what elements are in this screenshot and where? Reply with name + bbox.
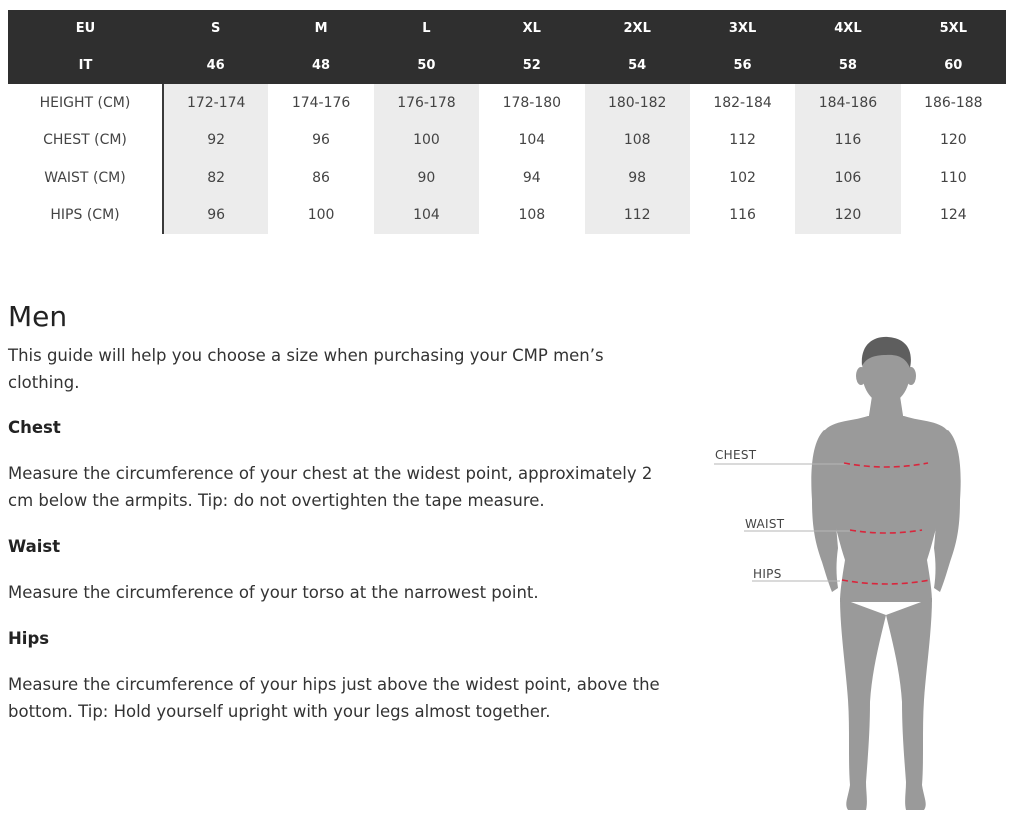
table-cell: 94 (522, 169, 541, 186)
table-cell: 102 (729, 169, 756, 186)
header-cell: 4XL (795, 10, 900, 47)
body-measurement-figure (700, 330, 1000, 820)
table-cell: 100 (374, 122, 479, 160)
table-cell: 116 (795, 122, 900, 160)
waist-instructions: Measure the circumference of your torso at the narrowest point. (8, 583, 539, 602)
table-cell: 104 (374, 197, 479, 235)
table-cell: 82 (163, 159, 268, 197)
header-cell: 50 (374, 47, 479, 84)
header-cell: 3XL (690, 10, 795, 47)
row-label: HEIGHT (CM) (8, 84, 163, 122)
chest-callout-label: CHEST (715, 448, 757, 462)
size-chart-header (8, 10, 1006, 84)
table-cell: 106 (795, 159, 900, 197)
header-cell: 58 (795, 47, 900, 84)
table-cell: 104 (518, 132, 546, 149)
waist-heading: Waist (8, 537, 61, 556)
table-cell: 186-188 (924, 94, 983, 111)
header-cell: 60 (901, 47, 1006, 84)
hips-instructions: Measure the circumference of your hips just above the widest point, above the bottom. Tip: Hold yourself upright with your legs almost together. (8, 675, 660, 721)
table-cell: 116 (729, 207, 756, 224)
intro-text: This guide will help you choose a size when purchasing your CMP men’s clothing. (8, 346, 604, 392)
table-row (8, 197, 1006, 235)
men-size-guide (8, 298, 668, 725)
table-cell: 124 (939, 207, 967, 224)
hips-callout-label: HIPS (753, 567, 782, 581)
row-label: HIPS (CM) (8, 197, 163, 235)
table-row (8, 122, 1006, 160)
table-cell: 112 (585, 197, 690, 235)
table-cell: 110 (939, 169, 967, 186)
header-cell: 54 (585, 47, 690, 84)
table-cell: 120 (795, 197, 900, 235)
table-cell: 96 (312, 132, 330, 149)
table-cell: 108 (585, 122, 690, 160)
size-chart-table (8, 10, 1007, 234)
male-silhouette-icon (700, 330, 1000, 820)
table-cell: 184-186 (795, 84, 900, 122)
table-cell: 86 (312, 169, 330, 186)
table-cell: 98 (585, 159, 690, 197)
table-cell: 96 (163, 197, 268, 235)
waist-callout-label: WAIST (745, 517, 785, 531)
chest-instructions: Measure the circumference of your chest at the widest point, approximately 2 cm below the armpits. Tip: do not overtighten the tape measure. (8, 464, 653, 510)
header-cell: S (163, 10, 268, 47)
table-cell: 108 (518, 207, 546, 224)
header-cell: M (268, 10, 373, 47)
header-cell: 52 (479, 47, 584, 84)
header-cell: 5XL (901, 10, 1006, 47)
table-cell: 180-182 (585, 84, 690, 122)
table-cell: 100 (307, 207, 335, 224)
header-cell: XL (479, 10, 584, 47)
table-cell: 120 (939, 132, 967, 149)
header-cell: EU (8, 10, 163, 47)
table-cell: 178-180 (502, 94, 562, 111)
header-cell: 46 (163, 47, 268, 84)
table-cell: 90 (374, 159, 479, 197)
table-row (8, 159, 1006, 197)
table-row (8, 84, 1006, 122)
header-cell: L (374, 10, 479, 47)
size-chart-body (8, 84, 1006, 234)
table-cell: 172-174 (163, 84, 268, 122)
row-label: CHEST (CM) (8, 122, 163, 160)
table-cell: 176-178 (374, 84, 479, 122)
header-cell: 2XL (585, 10, 690, 47)
body-silhouette (811, 340, 960, 810)
hips-heading: Hips (8, 629, 50, 648)
table-cell: 92 (163, 122, 268, 160)
table-cell: 112 (729, 132, 756, 149)
table-cell: 174-176 (291, 94, 351, 111)
chest-heading: Chest (8, 418, 61, 437)
header-cell: 48 (268, 47, 373, 84)
eu-size-row (8, 10, 1006, 47)
header-cell: IT (8, 47, 163, 84)
table-cell: 182-184 (713, 94, 772, 111)
section-title: Men (8, 300, 68, 333)
header-cell: 56 (690, 47, 795, 84)
row-label: WAIST (CM) (8, 159, 163, 197)
it-size-row (8, 47, 1006, 84)
